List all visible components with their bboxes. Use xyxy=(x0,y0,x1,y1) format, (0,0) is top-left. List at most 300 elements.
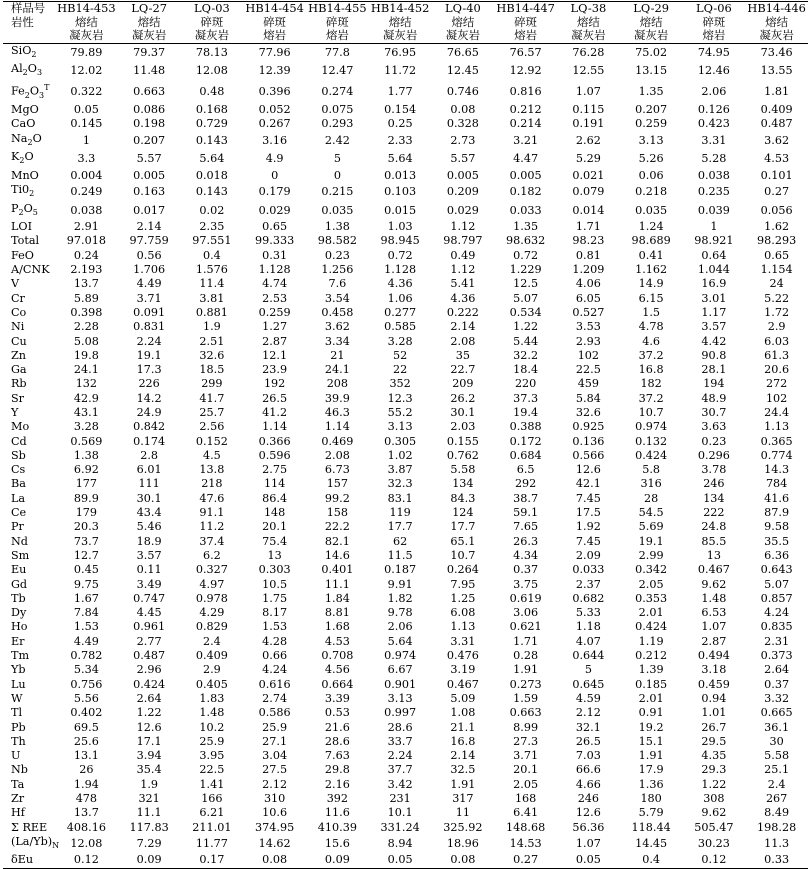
row-label-sub: 2 xyxy=(31,50,37,60)
cell-value: 1.27 xyxy=(262,320,288,334)
table-row xyxy=(3,306,808,320)
row-label-sub: 2 xyxy=(19,156,25,166)
cell-value: 2.33 xyxy=(387,133,413,147)
cell-value: 4.24 xyxy=(764,606,790,620)
cell-value: 0.857 xyxy=(760,591,793,605)
cell-value: 2.31 xyxy=(764,634,790,648)
table-row xyxy=(3,778,808,792)
cell-value: 83.1 xyxy=(387,491,413,505)
cell-value: 3.71 xyxy=(136,291,162,305)
table-row xyxy=(3,649,808,663)
table-row xyxy=(3,535,808,549)
cell-value: 158 xyxy=(326,506,349,520)
cell-value: 0.12 xyxy=(55,853,118,868)
cell-value: 0.424 xyxy=(133,677,166,691)
table-row xyxy=(3,249,808,263)
row-label xyxy=(3,150,55,169)
cell-value: 3.13 xyxy=(638,133,664,147)
cell-value: 4.5 xyxy=(202,448,221,462)
cell-value: 5.29 xyxy=(575,152,601,166)
row-label-base: MnO xyxy=(11,168,39,182)
cell-value: 11.4 xyxy=(199,277,225,291)
cell-value: 5.69 xyxy=(638,520,664,534)
cell-value: 0.277 xyxy=(384,305,417,319)
cell-value: 1.36 xyxy=(638,777,664,791)
cell-value: 0.978 xyxy=(195,591,228,605)
cell-value: 4.28 xyxy=(262,634,288,648)
cell-value: 19.2 xyxy=(638,720,664,734)
cell-value: 0.11 xyxy=(136,563,162,577)
cell-value: 24.4 xyxy=(764,405,790,419)
cell-value: 42.1 xyxy=(575,477,601,491)
cell-value: 0.08 xyxy=(450,103,476,117)
row-label xyxy=(3,81,55,103)
table-row xyxy=(3,449,808,463)
rock-type-line2-0: 凝灰岩 xyxy=(55,29,118,43)
cell-value: 25.9 xyxy=(199,734,225,748)
cell-value: 4.74 xyxy=(262,277,288,291)
cell-value: 0.586 xyxy=(258,706,291,720)
cell-value: 0.018 xyxy=(195,168,228,182)
cell-value: 11.1 xyxy=(136,806,162,820)
cell-value: 182 xyxy=(640,377,662,391)
cell-value: 3.94 xyxy=(136,749,162,763)
cell-value: 20.1 xyxy=(513,763,539,777)
cell-value: 41.7 xyxy=(199,391,225,405)
cell-value: 1.12 xyxy=(450,263,476,277)
cell-value: 1.14 xyxy=(262,420,288,434)
cell-value: 0.901 xyxy=(384,677,417,691)
cell-value: 0.72 xyxy=(387,248,413,262)
sample-id-3: HB14-454 xyxy=(243,2,306,16)
cell-value: 38.7 xyxy=(513,491,539,505)
cell-value: 20.1 xyxy=(262,520,288,534)
cell-value: 177 xyxy=(75,477,98,491)
cell-value: 8.94 xyxy=(387,837,413,850)
cell-value: 0.28 xyxy=(513,649,539,663)
cell-value: 3.31 xyxy=(450,634,476,648)
header-row-rock-line1 xyxy=(3,16,808,30)
cell-value: 2.16 xyxy=(324,777,350,791)
cell-value: 12.55 xyxy=(572,64,605,78)
row-label-sub2: 5 xyxy=(32,207,38,217)
cell-value: 0.4 xyxy=(620,853,683,868)
cell-value: 1.91 xyxy=(638,749,664,763)
cell-value: 28.6 xyxy=(324,734,350,748)
cell-value: 89.9 xyxy=(73,491,99,505)
row-label-base2: O xyxy=(27,62,37,76)
cell-value: 39.9 xyxy=(324,391,350,405)
cell-value: 2.03 xyxy=(450,420,476,434)
cell-value: 1.14 xyxy=(324,420,350,434)
cell-value: 3.28 xyxy=(73,420,99,434)
row-label xyxy=(3,853,55,868)
cell-value: 14.62 xyxy=(258,837,291,850)
rock-type-line2-1: 凝灰岩 xyxy=(118,29,181,43)
cell-value: 308 xyxy=(703,792,725,805)
cell-value: 5.08 xyxy=(73,334,99,348)
cell-value: 317 xyxy=(452,792,474,805)
cell-value: 5.34 xyxy=(73,663,99,677)
cell-value: 3.34 xyxy=(324,334,350,348)
cell-value: 331.24 xyxy=(380,820,420,834)
cell-value: 27.3 xyxy=(513,734,539,748)
table-row xyxy=(3,635,808,649)
cell-value: 7.65 xyxy=(513,520,539,534)
cell-value: 0.66 xyxy=(262,649,288,663)
table-row xyxy=(3,117,808,131)
cell-value: 0.08 xyxy=(432,853,495,868)
cell-value: 0.616 xyxy=(258,677,291,691)
cell-value: 148.68 xyxy=(506,820,546,834)
cell-value: 111 xyxy=(138,477,160,491)
table-row xyxy=(3,377,808,391)
cell-value: 0.56 xyxy=(136,248,162,262)
table-row xyxy=(3,549,808,563)
row-label-sub: 2 xyxy=(18,207,24,217)
row-label xyxy=(3,678,55,692)
cell-value: 2.14 xyxy=(136,220,162,234)
cell-value: 4.6 xyxy=(642,334,661,348)
cell-value: 69.5 xyxy=(73,720,99,734)
row-label-base2: O xyxy=(32,131,42,145)
cell-value: 209 xyxy=(452,377,474,391)
cell-value: 7.45 xyxy=(575,491,601,505)
cell-value: 1.48 xyxy=(199,706,225,720)
cell-value: 0.409 xyxy=(760,103,793,117)
cell-value: 0.013 xyxy=(384,168,417,182)
cell-value: 5.07 xyxy=(513,291,539,305)
cell-value: 11.6 xyxy=(324,806,350,820)
cell-value: 5.58 xyxy=(764,749,790,763)
row-label xyxy=(3,292,55,306)
cell-value: 0.94 xyxy=(701,691,727,705)
cell-value: 0.029 xyxy=(258,203,291,217)
cell-value: 2.77 xyxy=(136,634,162,648)
cell-value: 12.6 xyxy=(575,806,601,820)
cell-value: 0.207 xyxy=(635,103,668,117)
cell-value: 0.353 xyxy=(635,591,668,605)
table-row xyxy=(3,349,808,363)
rock-type-line2-5: 凝灰岩 xyxy=(369,29,432,43)
table-row xyxy=(3,506,808,520)
cell-value: 0.27 xyxy=(764,185,790,199)
rock-type-line1-3: 碎斑 xyxy=(263,14,287,29)
cell-value: 98.945 xyxy=(380,234,420,248)
cell-value: 43.4 xyxy=(136,506,162,520)
cell-value: 0.829 xyxy=(195,620,228,634)
cell-value: 98.23 xyxy=(572,234,605,248)
cell-value: 0.665 xyxy=(760,706,793,720)
cell-value: 1.83 xyxy=(199,691,225,705)
cell-value: 0.585 xyxy=(384,320,417,334)
cell-value: 4.66 xyxy=(575,777,601,791)
cell-value: 7.63 xyxy=(324,749,350,763)
sample-label: 样品号 xyxy=(3,2,55,16)
cell-value: 6.53 xyxy=(701,606,727,620)
cell-value: 13.1 xyxy=(73,749,99,763)
row-label-base: Gd xyxy=(11,577,28,591)
cell-value: 14.3 xyxy=(764,463,790,477)
cell-value: 62 xyxy=(393,534,408,548)
table-row xyxy=(3,692,808,706)
cell-value: 12.7 xyxy=(73,548,99,562)
cell-value: 12.6 xyxy=(136,720,162,734)
cell-value: 0.293 xyxy=(321,117,354,131)
cell-value: 9.91 xyxy=(387,577,413,591)
cell-value: 20.6 xyxy=(764,363,790,377)
cell-value: 37.7 xyxy=(387,763,413,777)
cell-value: 2.9 xyxy=(202,663,221,677)
cell-value: 7.84 xyxy=(73,606,99,620)
cell-value: 5 xyxy=(333,152,341,166)
cell-value: 3.01 xyxy=(701,291,727,305)
cell-value: 7.95 xyxy=(450,577,476,591)
rock-type-line2-3: 熔岩 xyxy=(243,29,306,43)
cell-value: 1.162 xyxy=(635,263,668,277)
cell-value: 2.91 xyxy=(73,220,99,234)
cell-value: 6.36 xyxy=(764,548,790,562)
rock-type-line1-9: 熔结 xyxy=(639,14,663,29)
cell-value: 0.644 xyxy=(572,649,605,663)
cell-value: 2.73 xyxy=(450,133,476,147)
row-label xyxy=(3,549,55,563)
table-row xyxy=(3,435,808,449)
cell-value: 0.187 xyxy=(384,563,417,577)
row-label xyxy=(3,103,55,117)
cell-value: 21.6 xyxy=(324,720,350,734)
cell-value: 0.004 xyxy=(70,168,103,182)
cell-value: 0.143 xyxy=(195,185,228,199)
row-label-base: Mo xyxy=(11,420,30,434)
table-row xyxy=(3,169,808,183)
cell-value: 267 xyxy=(765,792,788,805)
cell-value: 246 xyxy=(577,792,600,805)
cell-value: 6.2 xyxy=(202,548,221,562)
cell-value: 14.9 xyxy=(638,277,664,291)
row-label xyxy=(3,62,55,81)
cell-value: 2.35 xyxy=(199,220,225,234)
cell-value: 0.207 xyxy=(133,133,166,147)
cell-value: 29.5 xyxy=(701,734,727,748)
cell-value: 4.49 xyxy=(136,277,162,291)
cell-value: 299 xyxy=(201,377,223,391)
cell-value: 32.5 xyxy=(450,763,476,777)
row-label-base: Sm xyxy=(11,548,30,562)
row-label-base: Eu xyxy=(11,563,27,577)
cell-value: 47.6 xyxy=(199,491,225,505)
geochem-table-container xyxy=(3,1,808,869)
cell-value: 14.45 xyxy=(635,837,668,850)
cell-value: 55.2 xyxy=(387,405,413,419)
cell-value: 2.87 xyxy=(262,334,288,348)
cell-value: 0.02 xyxy=(199,203,225,217)
cell-value: 4.24 xyxy=(262,663,288,677)
cell-value: 5.57 xyxy=(136,152,162,166)
cell-value: 3.04 xyxy=(262,749,288,763)
cell-value: 0.052 xyxy=(258,103,291,117)
cell-value: 13.15 xyxy=(635,64,668,78)
cell-value: 19.8 xyxy=(73,348,99,362)
cell-value: 1.35 xyxy=(513,220,539,234)
cell-value: 52 xyxy=(393,348,408,362)
cell-value: 1.13 xyxy=(764,420,790,434)
cell-value: 1.12 xyxy=(450,220,476,234)
cell-value: 0.209 xyxy=(446,185,479,199)
cell-value: 4.34 xyxy=(513,548,539,562)
table-row xyxy=(3,477,808,491)
row-label-base: Hf xyxy=(11,806,25,820)
cell-value: 0.185 xyxy=(635,677,668,691)
row-label-base: Nd xyxy=(11,534,28,548)
cell-value: 0.342 xyxy=(635,563,668,577)
cell-value: 3.32 xyxy=(764,691,790,705)
cell-value: 0.373 xyxy=(760,649,793,663)
cell-value: 5.22 xyxy=(764,291,790,305)
cell-value: 1.68 xyxy=(324,620,350,634)
row-label xyxy=(3,183,55,202)
table-body xyxy=(3,43,808,868)
table-row xyxy=(3,853,808,868)
cell-value: 28.6 xyxy=(387,720,413,734)
rock-label: 岩性 xyxy=(11,14,34,29)
row-label-base: Ba xyxy=(11,477,26,491)
cell-value: 0.212 xyxy=(509,103,542,117)
cell-value: 10.7 xyxy=(638,405,664,419)
row-label-base: Ta xyxy=(11,777,25,791)
cell-value: 4.36 xyxy=(387,277,413,291)
table-row xyxy=(3,292,808,306)
table-row xyxy=(3,578,808,592)
cell-value: 4.45 xyxy=(136,606,162,620)
row-label-base: Cs xyxy=(11,463,26,477)
cell-value: 5.58 xyxy=(450,463,476,477)
cell-value: 0.365 xyxy=(760,434,793,448)
row-label-base: P xyxy=(11,201,19,215)
cell-value: 1.256 xyxy=(321,263,354,277)
row-label xyxy=(3,132,55,151)
cell-value: 3.62 xyxy=(324,320,350,334)
cell-value: 0.467 xyxy=(446,677,479,691)
rock-type-line1-5: 熔结 xyxy=(388,14,412,29)
table-row xyxy=(3,806,808,820)
cell-value: 7.45 xyxy=(575,534,601,548)
cell-value: 1.48 xyxy=(701,591,727,605)
cell-value: 32.3 xyxy=(387,477,413,491)
cell-value: 97.759 xyxy=(129,234,169,248)
table-row xyxy=(3,749,808,763)
cell-value: 4.59 xyxy=(575,691,601,705)
cell-value: 102 xyxy=(577,348,600,362)
cell-value: 6.92 xyxy=(73,463,99,477)
cell-value: 2.06 xyxy=(387,620,413,634)
cell-value: 99.2 xyxy=(324,491,350,505)
row-label-base: CaO xyxy=(11,117,36,131)
cell-value: 5.57 xyxy=(450,152,476,166)
cell-value: 25.7 xyxy=(199,405,225,419)
cell-value: 15.6 xyxy=(324,837,350,850)
row-label xyxy=(3,263,55,277)
cell-value: 54.5 xyxy=(638,506,664,520)
row-label-base: Ni xyxy=(11,320,25,334)
row-label-base: Fe xyxy=(11,84,25,98)
cell-value: 32.6 xyxy=(575,405,601,419)
cell-value: 272 xyxy=(765,377,788,391)
cell-value: 124 xyxy=(452,506,474,520)
cell-value: 0.273 xyxy=(509,677,542,691)
cell-value: 98.293 xyxy=(757,234,797,248)
cell-value: 2.64 xyxy=(136,691,162,705)
cell-value: 97.551 xyxy=(192,234,232,248)
cell-value: 478 xyxy=(75,792,98,805)
cell-value: 3.06 xyxy=(513,606,539,620)
table-row xyxy=(3,678,808,692)
cell-value: 28.1 xyxy=(701,363,727,377)
row-label-base: Sr xyxy=(11,391,25,405)
rock-type-line1-10: 碎斑 xyxy=(702,14,726,29)
cell-value: 211.01 xyxy=(192,820,232,834)
cell-value: 0.469 xyxy=(321,434,354,448)
table-row xyxy=(3,463,808,477)
cell-value: 7.6 xyxy=(328,277,347,291)
cell-value: 1.38 xyxy=(73,448,99,462)
rock-type-line1-7: 碎斑 xyxy=(514,14,538,29)
cell-value: 1 xyxy=(710,220,718,234)
table-row xyxy=(3,277,808,291)
cell-value: 0.682 xyxy=(572,591,605,605)
cell-value: 77.8 xyxy=(324,45,350,59)
cell-value: 3.75 xyxy=(513,577,539,591)
cell-value: 84.3 xyxy=(450,491,476,505)
cell-value: 73.7 xyxy=(73,534,99,548)
cell-value: 2.08 xyxy=(450,334,476,348)
cell-value: 0.663 xyxy=(509,706,542,720)
cell-value: 23.9 xyxy=(262,363,288,377)
cell-value: 12.39 xyxy=(258,64,291,78)
row-label xyxy=(3,202,55,221)
cell-value: 32.6 xyxy=(199,348,225,362)
cell-value: 459 xyxy=(577,377,600,391)
cell-value: 1.06 xyxy=(387,291,413,305)
rock-type-line1-2: 碎斑 xyxy=(200,14,224,29)
cell-value: 0.172 xyxy=(509,434,542,448)
sample-id-6: LQ-40 xyxy=(432,2,495,16)
cell-value: 0.37 xyxy=(513,563,539,577)
cell-value: 4.56 xyxy=(324,663,350,677)
table-row xyxy=(3,81,808,103)
cell-value: 1.71 xyxy=(575,220,601,234)
cell-value: 0.663 xyxy=(133,84,166,98)
cell-value: 1.53 xyxy=(73,620,99,634)
cell-value: 1.576 xyxy=(195,263,228,277)
row-label-base: Er xyxy=(11,634,25,648)
cell-value: 0.65 xyxy=(764,248,790,262)
rock-type-line2-8: 凝灰岩 xyxy=(557,29,620,43)
cell-value: 0.005 xyxy=(446,168,479,182)
cell-value: 6.15 xyxy=(638,291,664,305)
row-label-base: Pb xyxy=(11,720,26,734)
cell-value: 9.62 xyxy=(701,806,727,820)
cell-value: 0.155 xyxy=(446,434,479,448)
cell-value: 0.487 xyxy=(133,649,166,663)
cell-value: 408.16 xyxy=(66,820,106,834)
row-label xyxy=(3,117,55,131)
cell-value: 82.1 xyxy=(324,534,350,548)
row-label xyxy=(3,763,55,777)
cell-value: 1 xyxy=(82,133,90,147)
cell-value: 13 xyxy=(267,548,282,562)
cell-value: 4.35 xyxy=(701,749,727,763)
